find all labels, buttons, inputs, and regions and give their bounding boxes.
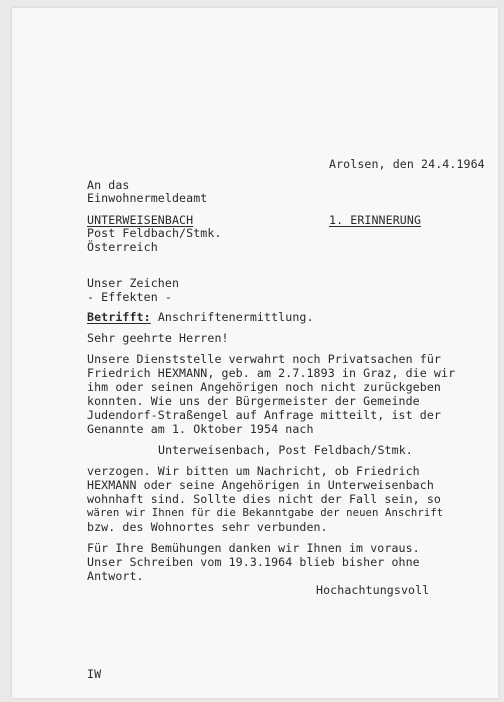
reference-value: - Effekten - [87,290,172,304]
para2-line-1: verzogen. Wir bitten um Nachricht, ob Friedrich [87,464,420,478]
para1-line-2: Friedrich HEXMANN, geb. am 2.7.1893 in Graz, die wir [87,366,456,380]
para1-line-4: konnten. Wie uns der Bürgermeister der Gemeinde [87,394,420,408]
para1-line-6: Genannte am 1. Oktober 1954 nach [87,422,314,436]
para2-line-4: wären wir Ihnen für die Bekanntgabe der neuen Anschrift [87,507,444,519]
para1-line-5: Judendorf-Straßengel auf Anfrage mitteilt, ist der [87,408,442,422]
para3-line-1: Für Ihre Bemühungen danken wir Ihnen im voraus. [87,541,420,555]
recipient-address-2: Österreich [87,240,158,254]
para1-line-1: Unsere Dienststelle verwahrt noch Privatsachen für [87,352,442,366]
subject-value: Anschriftenermittlung. [150,310,314,324]
recipient-line-1: An das [87,178,130,192]
para1-line-3: ihm oder seinen Angehörigen noch nicht zurückgeben [87,380,442,394]
para2-line-2: HEXMANN oder seine Angehörigen in Unterweisenbach [87,478,434,492]
para2-line-5: bzw. des Wohnortes sehr verbunden. [87,520,328,534]
salutation: Sehr geehrte Herren! [87,331,229,345]
subject-line [87,310,314,324]
closing: Hochachtungsvoll [316,583,430,597]
para3-line-2: Unser Schreiben vom 19.3.1964 blieb bisher ohne [87,555,420,569]
destination: Unterweisenbach, Post Feldbach/Stmk. [158,443,413,457]
para3-line-3: Antwort. [87,569,144,583]
reference-label: Unser Zeichen [87,276,180,290]
recipient-town: UNTERWEISENBACH [87,213,194,227]
reminder-label: 1. ERINNERUNG [329,213,422,227]
place-date: Arolsen, den 24.4.1964 [329,157,485,171]
recipient-line-2: Einwohnermeldeamt [87,191,208,205]
initials: IW [87,667,102,681]
recipient-address-1: Post Feldbach/Stmk. [87,226,222,240]
para2-line-3: wohnhaft sind. Sollte dies nicht der Fall sein, so [87,492,442,506]
subject-label: Betrifft: [87,310,151,324]
